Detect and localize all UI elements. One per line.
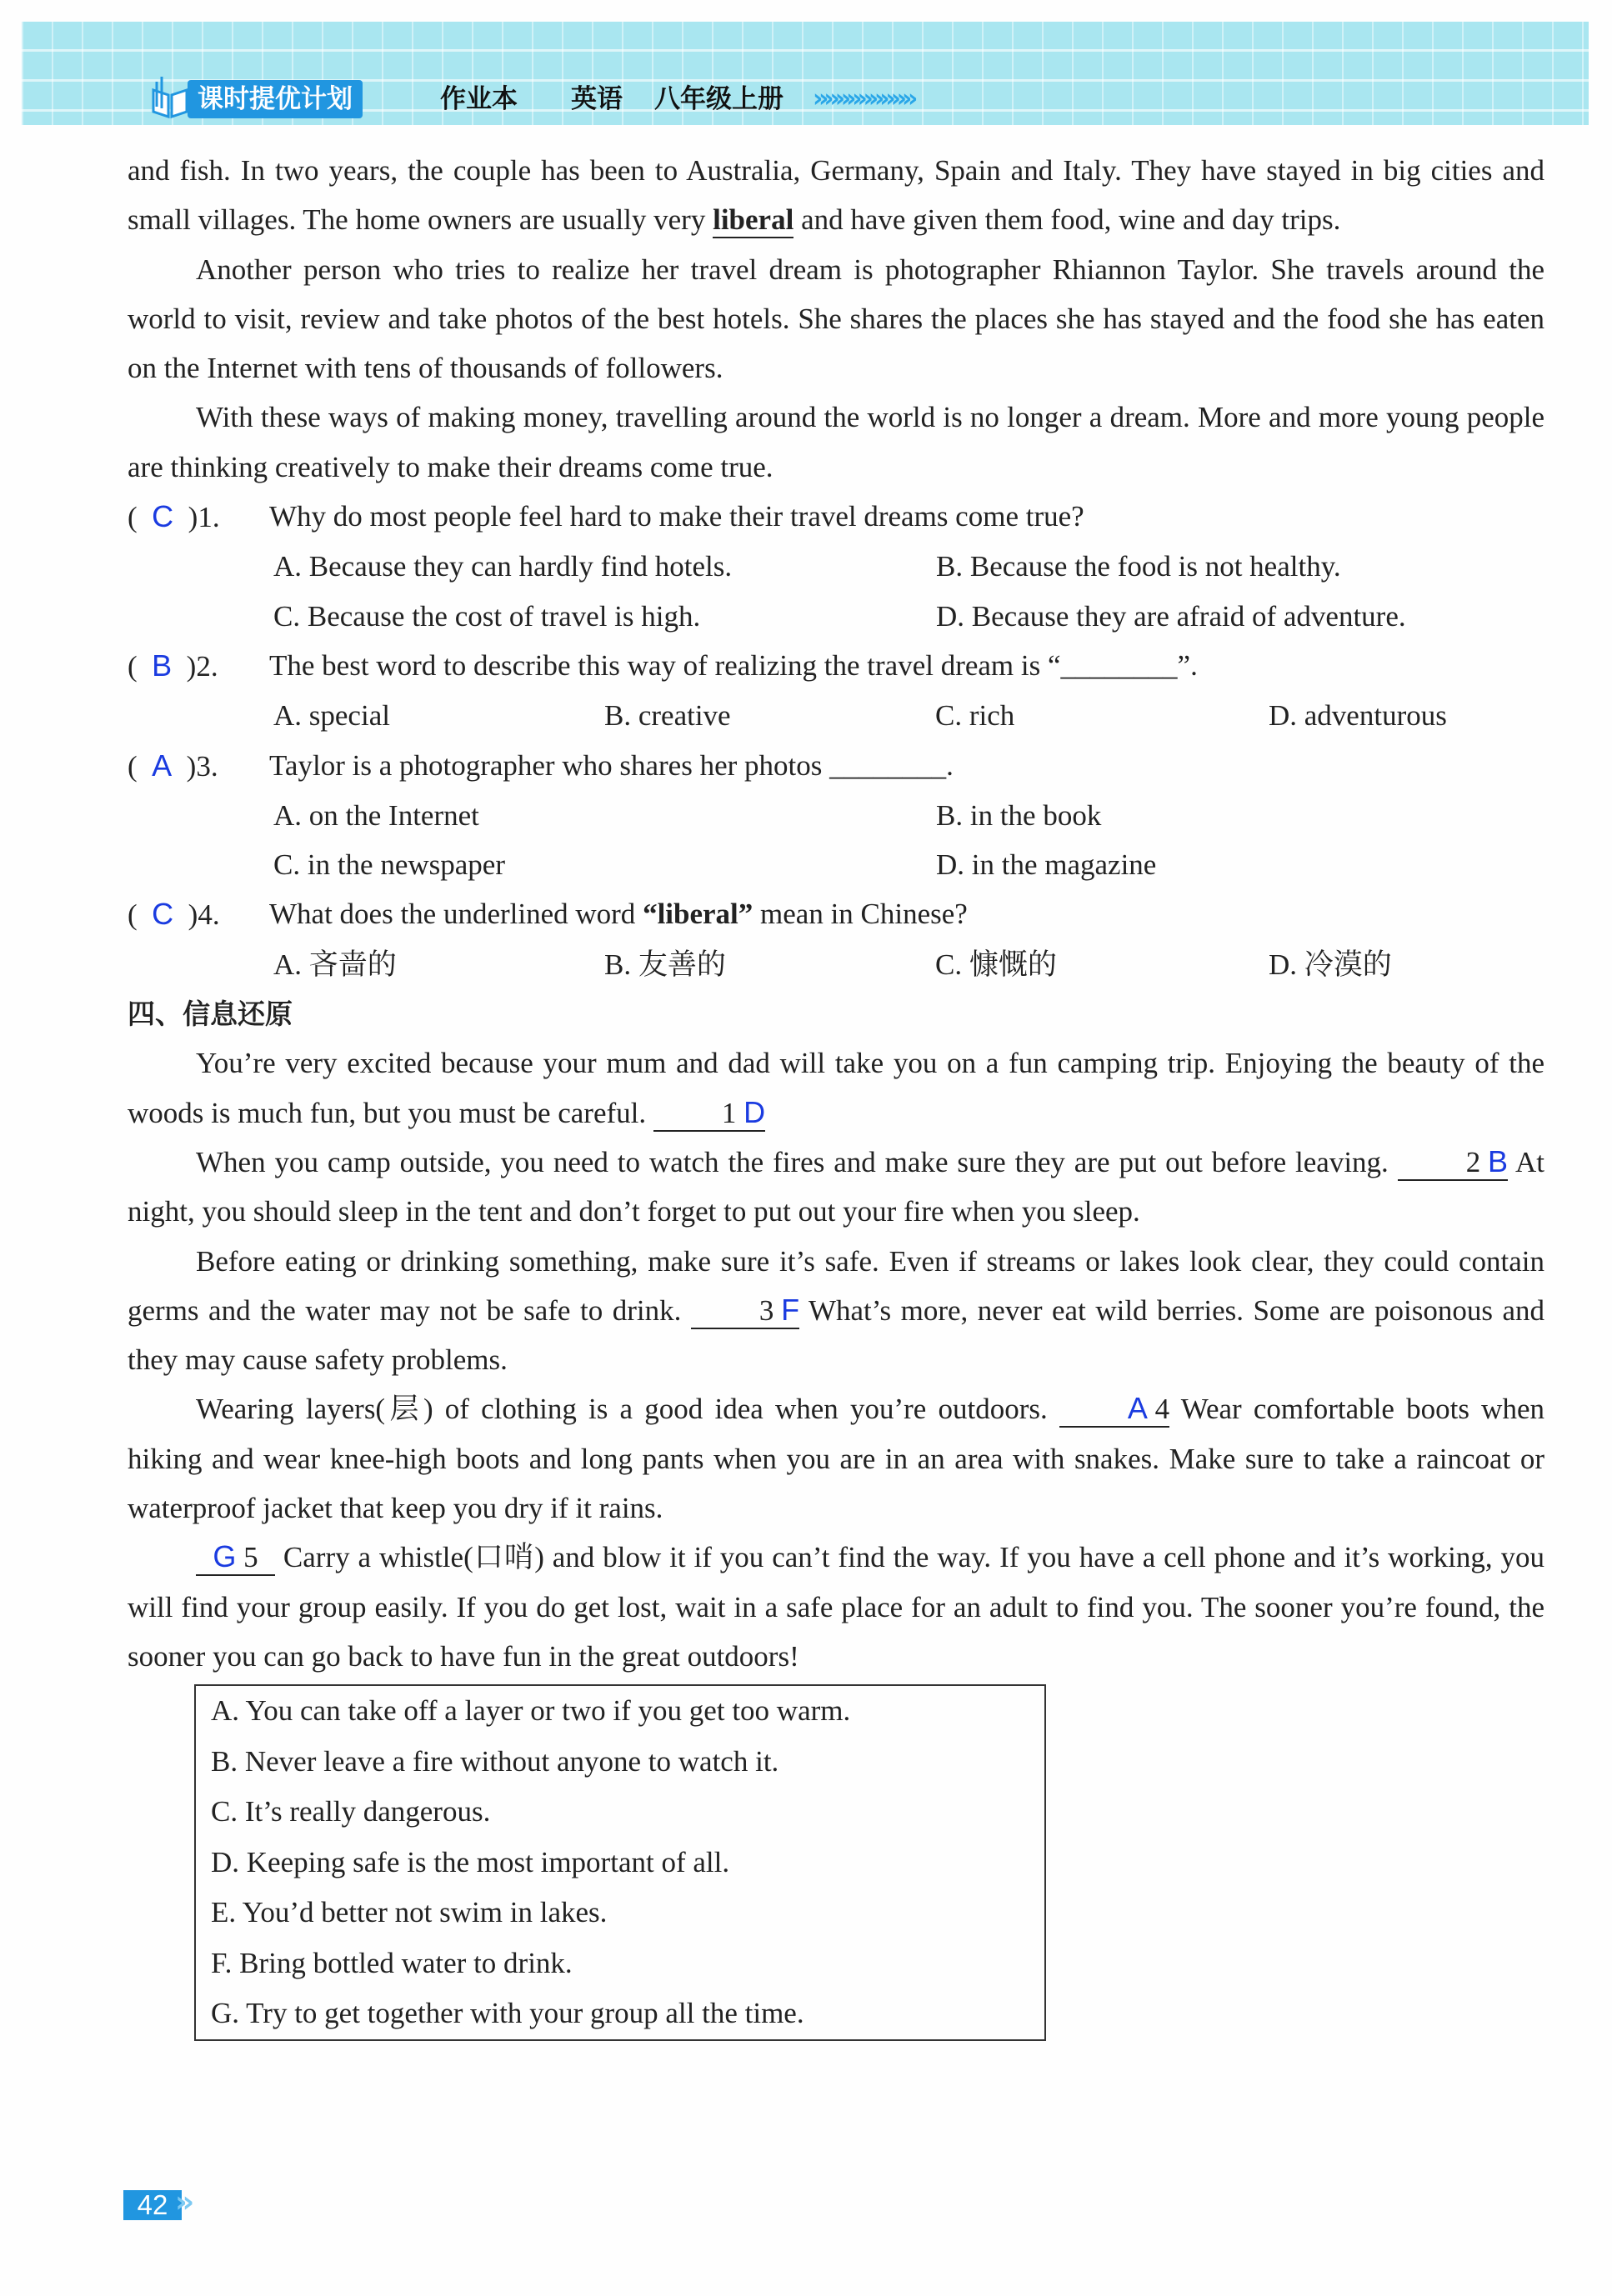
- passage-paragraph: [128, 1237, 1544, 1385]
- answer: D: [743, 1094, 766, 1129]
- option: C. 慷慨的: [935, 948, 1057, 981]
- answer: C: [152, 499, 174, 534]
- passage-paragraph: [128, 1038, 1544, 1138]
- option: C. rich: [935, 699, 1015, 733]
- text: Before eating or drinking something, make sure it’s safe. Even if streams or lakes look clear, they could contain germs and the water may not be safe to drink.: [128, 1244, 1544, 1327]
- open-book-icon: [150, 73, 190, 120]
- book-type: 作业本: [440, 84, 518, 114]
- text: mean in Chinese?: [753, 898, 968, 931]
- passage-paragraph: With these ways of making money, travelling around the world is no longer a dream. More and more young people are thinking creatively to make their dreams come true.: [128, 401, 1544, 483]
- option: F. Bring bottled water to drink.: [211, 1946, 573, 1979]
- option: C. Because the cost of travel is high.: [273, 599, 701, 633]
- blank-number: 2: [1465, 1145, 1481, 1178]
- text: At night, you should sleep in the tent and don’t forget to put out your fire when you sleep.: [128, 1145, 1544, 1228]
- options: [128, 542, 1544, 641]
- chevron-icon: »: [175, 2185, 187, 2219]
- option: G. Try to get together with your group all the time.: [211, 1997, 804, 2030]
- passage-paragraph: [128, 146, 1544, 245]
- answer: F: [781, 1292, 800, 1327]
- text: When you camp outside, you need to watch the fires and make sure they are put out before leaving.: [196, 1145, 1398, 1178]
- question-3: [128, 741, 1544, 791]
- text: Wearing layers(层) of clothing is a good idea when you’re outdoors.: [196, 1393, 1059, 1426]
- page-number: 42: [123, 2190, 182, 2220]
- option: B. 友善的: [604, 948, 726, 981]
- chevron-decoration-icon: »»»»»»»»»: [813, 84, 914, 113]
- option: B. in the book: [936, 798, 1102, 832]
- question-number: 1.: [198, 501, 220, 534]
- question-1: [128, 492, 1544, 542]
- answer: B: [1487, 1143, 1508, 1178]
- blank-2: [1398, 1145, 1508, 1181]
- option: A. Because they can hardly find hotels.: [273, 550, 733, 583]
- text: You’re very excited because your mum and dad will take you on a fun camping trip. Enjoying the beauty of the woods is much fun, but you must be careful.: [128, 1047, 1544, 1129]
- answer-slot: ( A )3.: [128, 748, 218, 783]
- answer: A: [152, 748, 173, 783]
- subject: 英语: [571, 84, 623, 114]
- blank-number: 4: [1154, 1393, 1170, 1426]
- answer: B: [152, 648, 173, 683]
- blank-number: 5: [243, 1541, 258, 1574]
- blank-3: [691, 1293, 799, 1329]
- blank-number: 1: [721, 1096, 737, 1129]
- passage-paragraph: Another person who tries to realize her travel dream is photographer Rhiannon Taylor. She travels around the world to visit, review and take photos of the best hotels. She shares the places she has stayed and the food she has eaten on the Internet with tens of thousands of followers.: [128, 253, 1544, 385]
- question-number: 2.: [196, 649, 218, 683]
- question-2: [128, 641, 1544, 691]
- answer-slot: ( C )1.: [128, 499, 220, 534]
- blank-4: [1059, 1392, 1169, 1428]
- answer: G: [213, 1539, 237, 1574]
- content: [128, 146, 1544, 2041]
- option: C. in the newspaper: [273, 848, 505, 882]
- question-stem: Taylor is a photographer who shares her photos ________.: [269, 748, 954, 782]
- question-stem: Why do most people feel hard to make their travel dreams come true?: [269, 500, 1084, 533]
- option: E. You’d better not swim in lakes.: [211, 1896, 608, 1929]
- question-number: 3.: [196, 749, 218, 783]
- options: [128, 691, 1544, 740]
- text: and have given them food, wine and day trips.: [793, 203, 1341, 237]
- quoted-word: “liberal”: [643, 898, 753, 931]
- options: [128, 940, 1544, 989]
- underlined-word: liberal: [713, 203, 793, 238]
- option: B. creative: [604, 699, 731, 733]
- blank-1: [653, 1096, 765, 1132]
- text: Carry a whistle(口哨) and blow it if you can’t find the way. If you have a cell phone and it’s working, you will find your group easily. If you do get lost, wait in a safe place for an adult to find you. The sooner you’re found, the sooner you can go back to have fun in the great outdoors!: [128, 1541, 1544, 1673]
- passage-paragraph: [128, 1533, 1544, 1681]
- question-4: [128, 889, 1544, 939]
- grade: 八年级上册: [654, 84, 783, 114]
- question-number: 4.: [198, 898, 220, 932]
- passage-paragraph: [128, 1138, 1544, 1237]
- blank-number: 3: [758, 1293, 774, 1327]
- text: What’s more, never eat wild berries. Some are poisonous and they may cause safety problems.: [128, 1293, 1544, 1377]
- option: C. It’s really dangerous.: [211, 1795, 491, 1828]
- passage-paragraph: [128, 1384, 1544, 1533]
- option: D. in the magazine: [936, 848, 1157, 882]
- text: What does the underlined word: [269, 898, 643, 931]
- option: B. Never leave a fire without anyone to watch it.: [211, 1744, 779, 1778]
- option: D. 冷漠的: [1269, 948, 1392, 981]
- option: A. 吝啬的: [273, 948, 397, 981]
- brand-label: 课时提优计划: [188, 80, 363, 118]
- option: B. Because the food is not healthy.: [936, 550, 1341, 583]
- option: D. Keeping safe is the most important of all.: [211, 1845, 730, 1878]
- answer-slot: ( B )2.: [128, 648, 218, 683]
- section-title: 四、信息还原: [128, 998, 293, 1031]
- option: D. adventurous: [1269, 699, 1447, 733]
- option: A. You can take off a layer or two if you get too warm.: [211, 1694, 851, 1728]
- answer-slot: ( C )4.: [128, 897, 220, 932]
- option: A. special: [273, 699, 390, 733]
- answer: A: [1127, 1391, 1148, 1426]
- text: Wear comfortable boots when hiking and wear knee-high boots and long pants when you are in an area with snakes. Make sure to take a raincoat or waterproof jacket that keep you dry if it rains.: [128, 1393, 1544, 1525]
- question-stem: The best word to describe this way of realizing the travel dream is “________”.: [269, 648, 1198, 682]
- option: D. Because they are afraid of adventure.: [936, 599, 1406, 633]
- options: [128, 791, 1544, 890]
- text: and fish. In two years, the couple has been to Australia, Germany, Spain and Italy. They have stayed in big cities and small villages. The home owners are usually very: [128, 154, 1544, 237]
- blank-5: [196, 1540, 275, 1576]
- answer: C: [152, 897, 174, 932]
- options-box: [194, 1684, 1046, 2041]
- option: A. on the Internet: [273, 798, 479, 832]
- question-stem: [269, 889, 968, 939]
